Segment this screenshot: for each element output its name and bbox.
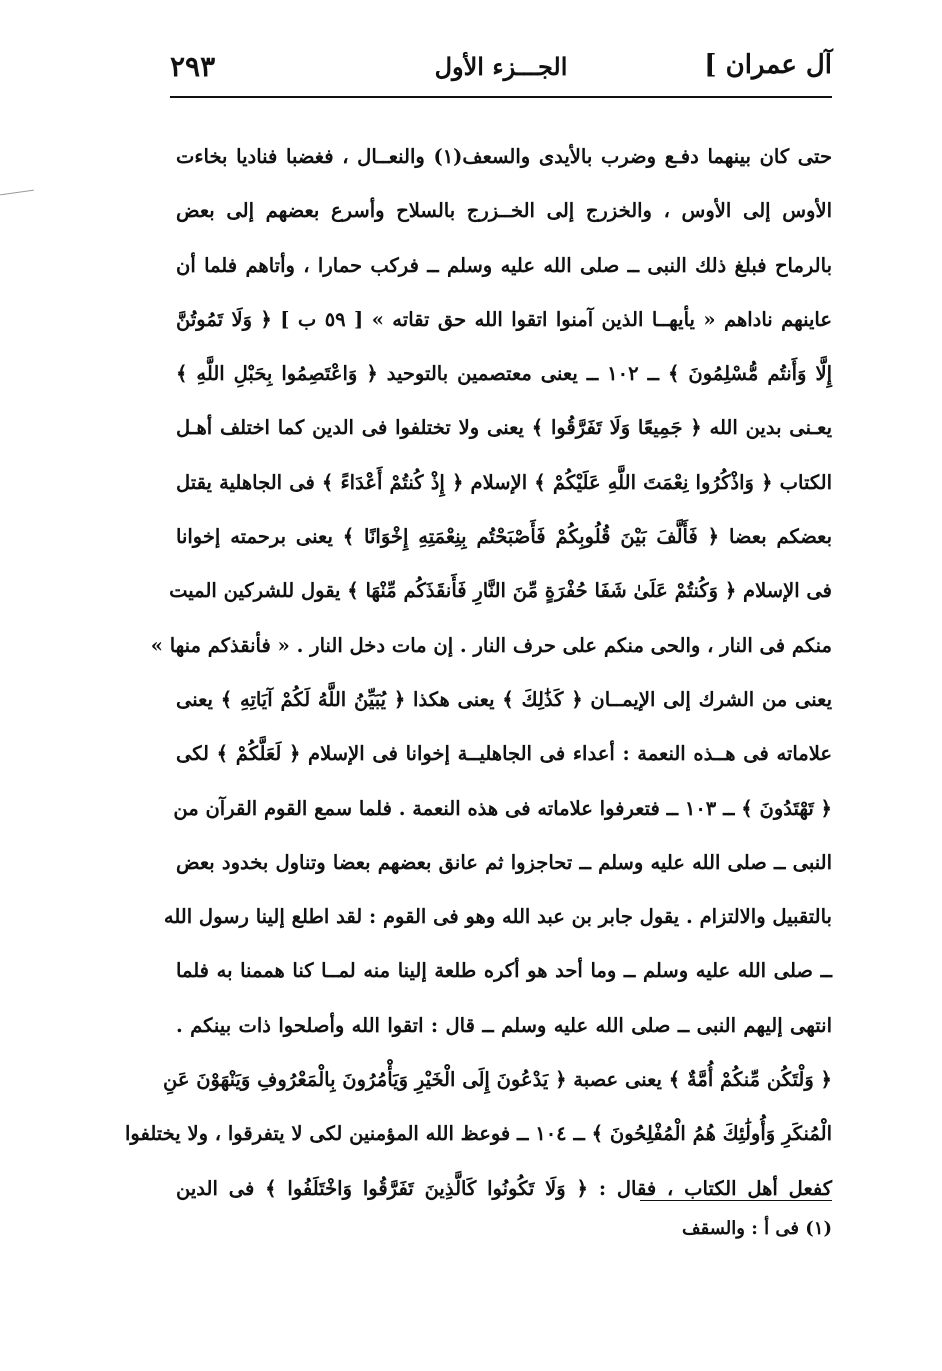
scan-edge-mark [0, 190, 34, 196]
text-line-2: الأوس إلى الأوس ، والخزرج إلى الخــزرج بالسلاح وأسرع بعضهم إلى بعض [176, 199, 832, 223]
header-divider [170, 96, 832, 98]
text-line-4: عاينهم ناداهم « يأيهــا الذين آمنوا اتقوا الله حق تقاته » [ ٥٩ ب ] ﴿ وَلَا تَمُوتُنَّ [176, 307, 832, 331]
surah-title: آل عمران ] [704, 50, 832, 80]
text-line-7: الكتاب ﴿ وَاذْكُرُوا نِعْمَتَ اللَّهِ عَلَيْكُمْ ﴾ الإسلام ﴿ إِذْ كُنتُمْ أَعْدَاءً ﴾ فى الجاهلية يقتل [176, 470, 832, 494]
footnote-divider [640, 1200, 832, 1201]
text-line-14: النبى ــ صلى الله عليه وسلم ــ تحاجزوا ثم عانق بعضهم بعضا وتناول بخدود بعض [176, 850, 832, 874]
footnote: (١) فى أ : والسقف [681, 1218, 832, 1239]
page-header [170, 50, 832, 94]
text-line-9: فى الإسلام ﴿ وَكُنتُمْ عَلَىٰ شَفَا حُفْرَةٍ مِّنَ النَّارِ فَأَنقَذَكُم مِّنْهَا ﴾ يقول للشركين الميت [169, 579, 832, 603]
text-line-10: منكم فى النار ، والحى منكم على حرف النار . إن مات دخل النار . « فأنقذكم منها » [150, 633, 832, 657]
text-line-8: بعضكم بعضا ﴿ فَأَلَّفَ بَيْنَ قُلُوبِكُمْ فَأَصْبَحْتُم بِنِعْمَتِهِ إِخْوَانًا ﴾ يعنى برحمته إخوانا [176, 525, 832, 549]
text-line-19: الْمُنكَرِ وَأُولَٰئِكَ هُمُ الْمُفْلِحُونَ ﴾ ــ ١٠٤ ــ فوعظ الله المؤمنين لكى لا يتفرقوا ، ولا يختلفوا [124, 1122, 832, 1146]
text-line-6: يعـنى بدين الله ﴿ جَمِيعًا وَلَا تَفَرَّقُوا ﴾ يعنى ولا تختلفوا فى الدين كما اختلف أهـل [176, 416, 832, 440]
text-line-12: علاماته فى هــذه النعمة : أعداء فى الجاهليــة إخوانا فى الإسلام ﴿ لَعَلَّكُمْ ﴾ لكى [176, 742, 832, 766]
text-line-17: انتهى إليهم النبى ــ صلى الله عليه وسلم ــ قال : اتقوا الله وأصلحوا ذات بينكم . [176, 1013, 832, 1037]
text-line-13: ﴿ تَهْتَدُونَ ﴾ ــ ١٠٣ ــ فتعرفوا علاماته فى هذه النعمة . فلما سمع القوم القرآن من [173, 796, 832, 820]
page-number: ٢٩٣ [170, 50, 216, 83]
text-line-1: حتى كان بينهما دفـع وضرب بالأيدى والسعف(١) والنعــال ، فغضبا فناديا بخاءت [176, 145, 832, 168]
text-line-20: كفعل أهل الكتاب ، فقال : ﴿ وَلَا تَكُونُوا كَالَّذِينَ تَفَرَّقُوا وَاخْتَلَفُوا ﴾ فى الدين [176, 1176, 832, 1200]
text-line-5: إِلَّا وَأَنتُم مُّسْلِمُونَ ﴾ ــ ١٠٢ ــ يعنى معتصمين بالتوحيد ﴿ وَاعْتَصِمُوا بِحَبْلِ اللَّهِ ﴾ [176, 362, 832, 386]
text-line-3: بالرماح فبلغ ذلك النبى ــ صلى الله عليه وسلم ــ فركب حمارا ، وأتاهم فلما أن [176, 253, 832, 277]
text-line-18: ﴿ وَلْتَكُن مِّنكُمْ أُمَّةٌ ﴾ يعنى عصبة ﴿ يَدْعُونَ إِلَى الْخَيْرِ وَيَأْمُرُونَ بِالْمَعْرُوفِ وَيَنْهَوْنَ عَنِ [162, 1068, 832, 1092]
text-line-16: ــ صلى الله عليه وسلم ــ وما أحد هو أكره طلعة إلينا منه لمــا كنا هممنا به فلما [176, 959, 832, 983]
body-text [124, 130, 832, 1216]
text-line-15: بالتقبيل والالتزام . يقول جابر بن عبد الله وهو فى القوم : لقد اطلع إلينا رسول الله [163, 905, 832, 929]
text-line-11: يعنى من الشرك إلى الإيمــان ﴿ كَذَٰلِكَ ﴾ يعنى هكذا ﴿ يُبَيِّنُ اللَّهُ لَكُمْ آيَاتِهِ ﴾ يعنى [176, 687, 832, 711]
juz-title: الجـــزء الأول [434, 52, 568, 81]
